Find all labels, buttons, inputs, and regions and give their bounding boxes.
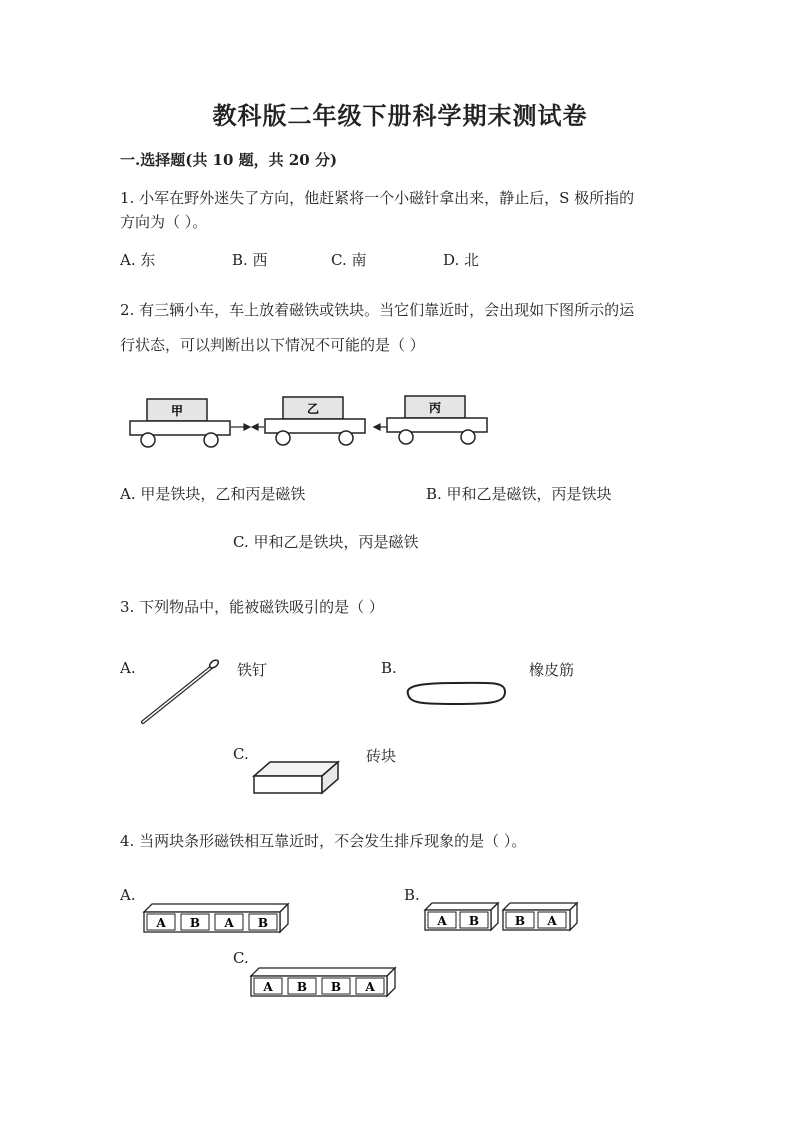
q3-option-c-letter[interactable]: C. — [233, 745, 249, 763]
brick-icon — [254, 762, 338, 793]
section-heading: 一.选择题(共 10 题，共 20 分) — [120, 151, 338, 169]
q1-option-c[interactable]: C. 南 — [331, 251, 367, 269]
q4-option-c-letter[interactable]: C. — [233, 949, 249, 967]
cart-bing-label: 丙 — [428, 401, 442, 415]
cart-jia-label: 甲 — [170, 404, 184, 418]
attract-arrows-1 — [231, 424, 264, 430]
q1-option-b[interactable]: B. 西 — [232, 251, 268, 269]
q4-b-left-block-2: B — [468, 914, 480, 928]
question-1-line2: 方向为（ ）。 — [120, 213, 208, 231]
q3-option-c-name: 砖块 — [366, 747, 397, 765]
q3-option-b-letter[interactable]: B. — [381, 659, 397, 677]
q4-a-block-3: A — [224, 916, 234, 930]
cart-jia — [130, 399, 230, 447]
q4-a-magnets — [144, 904, 288, 932]
q3-option-a-letter[interactable]: A. — [120, 659, 136, 677]
q2-option-b[interactable]: B. 甲和乙是磁铁，丙是铁块 — [426, 485, 612, 503]
q4-c-block-2: B — [296, 980, 308, 994]
q4-c-block-4: A — [365, 980, 375, 994]
q3-option-a-name: 铁钉 — [237, 661, 268, 679]
q4-b-left-block-1: A — [437, 914, 447, 928]
question-1-line1: 1. 小军在野外迷失了方向，他赶紧将一个小磁针拿出来，静止后，S 极所指的 — [120, 189, 635, 207]
q4-a-block-4: B — [257, 916, 269, 930]
q4-c-block-1: A — [263, 980, 273, 994]
nail-icon — [143, 659, 220, 722]
rubber-band-icon — [408, 683, 505, 704]
q4-a-block-1: A — [156, 916, 166, 930]
q4-b-magnets — [425, 903, 577, 930]
q4-c-block-3: B — [330, 980, 342, 994]
q4-b-right-block-2: A — [547, 914, 557, 928]
q2-option-a[interactable]: A. 甲是铁块，乙和丙是磁铁 — [120, 485, 306, 503]
attract-arrow-2 — [374, 424, 387, 430]
q4-c-magnets — [251, 968, 395, 996]
question-2-line1: 2. 有三辆小车，车上放着磁铁或铁块。当它们靠近时，会出现如下图所示的运 — [120, 301, 635, 319]
cart-yi-label: 乙 — [306, 402, 320, 416]
q4-a-block-2: B — [189, 916, 201, 930]
q4-option-a-letter[interactable]: A. — [120, 886, 136, 904]
question-3-text: 3. 下列物品中，能被磁铁吸引的是（ ） — [120, 598, 384, 616]
question-2-line2: 行状态，可以判断出以下情况不可能的是（ ） — [120, 336, 425, 354]
q2-option-c[interactable]: C. 甲和乙是铁块，丙是磁铁 — [233, 533, 419, 551]
question-4-text: 4. 当两块条形磁铁相互靠近时，不会发生排斥现象的是（ ）。 — [120, 832, 527, 850]
cart-bing — [387, 396, 487, 444]
q1-option-a[interactable]: A. 东 — [120, 251, 156, 269]
q4-option-b-letter[interactable]: B. — [404, 886, 420, 904]
q4-b-right-block-1: B — [514, 914, 526, 928]
q3-option-b-name: 橡皮筋 — [529, 661, 575, 679]
q1-option-d[interactable]: D. 北 — [443, 251, 480, 269]
page-title: 教科版二年级下册科学期末测试卷 — [212, 101, 588, 130]
cart-yi — [265, 397, 365, 445]
